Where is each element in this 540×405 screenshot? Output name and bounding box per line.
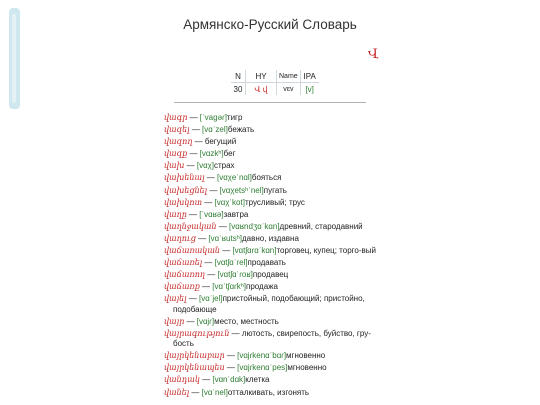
entry-headword[interactable]: վազող (164, 137, 193, 147)
dictionary-entry: վաճառել — [vɑtʃɑˈɾel]продавать (164, 258, 286, 268)
entry-translation: древний, стародавний (279, 221, 363, 231)
dictionary-entry: վախենալ — [vɑχeˈnɑl]бояться (164, 173, 282, 183)
entry-ipa: [vɑtʃɑˈɾoʁ] (217, 270, 253, 280)
dictionary-entry: վազող — бегущий (164, 137, 237, 147)
entry-headword[interactable]: վազք (164, 149, 188, 159)
dictionary-entry: վաճառող — [vɑtʃɑˈɾoʁ]продавец (164, 270, 289, 280)
entry-headword[interactable]: վախեցնել (164, 185, 208, 195)
entry-ipa: [vɑˈjel] (199, 294, 223, 304)
entry-ipa: [vɑˈʁutsʰ] (208, 233, 243, 243)
cell-hy: Վ վ (246, 83, 277, 96)
entry-translation: бояться (251, 173, 282, 183)
entry-ipa: [ˈvɑʁə] (199, 209, 224, 219)
entry-headword[interactable]: վախկոտ (164, 197, 203, 207)
dictionary-entry: վախ — [vɑχ]страх (164, 161, 235, 171)
header-name: Name (277, 70, 301, 83)
entry-headword[interactable]: վաճառել (164, 258, 203, 268)
entry-ipa: [vɑχˈkot] (214, 197, 245, 207)
entry-ipa: [vɑχ] (196, 161, 214, 171)
entry-headword[interactable]: վայրկենապես (164, 363, 225, 373)
entry-translation: давно, издавна (242, 233, 299, 243)
entry-ipa: [vɑʁndʒɑˈkɑn] (229, 221, 280, 231)
entry-translation: бег (223, 149, 236, 159)
page-title: Армянско-Русский Словарь (183, 17, 357, 32)
entry-translation: пугать (263, 185, 287, 195)
entry-translation: продажа (246, 282, 278, 292)
entry-translation: место, местность (214, 316, 279, 326)
entry-ipa: [ˈvagəɾ] (199, 113, 227, 122)
entry-headword[interactable]: վաճառող (164, 270, 205, 280)
entry-ipa: [vɑjɾkenɑˈbɑɾ] (237, 351, 287, 361)
entry-translation: бегущий (204, 137, 237, 147)
dictionary-entry: վաղուց — [vɑˈʁutsʰ]давно, издавна (164, 233, 299, 243)
entry-ipa: [vɑnˈdɑk] (212, 375, 246, 385)
dictionary-entry: վաղը — [ˈvɑʁə]завтра (164, 209, 249, 219)
entry-headword[interactable]: վաճառական (164, 246, 220, 256)
entry-translation: пристойный, подобающий; пристойно, подобающе (173, 294, 365, 314)
entry-headword[interactable]: վախ (164, 161, 185, 171)
entry-translation: продавать (247, 258, 286, 268)
dictionary-entry: վախեցնել — [vɑχetsʰˈnel]пугать (164, 185, 287, 195)
header-ipa: IPA (300, 70, 319, 83)
entry-translation: торговец, купец; торго-вый (276, 246, 376, 256)
header-hy: HY (246, 70, 277, 83)
header-n: N (231, 70, 246, 83)
entry-list (164, 113, 380, 400)
dictionary-entry: վայրագություն — лютость, свирепость, буйство, гру-бость (164, 328, 371, 349)
entry-ipa: [vɑjɾ] (196, 316, 215, 326)
entry-headword[interactable]: վայրկենաբար (164, 351, 225, 361)
entry-ipa: [vɑtʃɑˈɾel] (214, 258, 248, 268)
entry-ipa: [vɑtʃɑɾɑˈkɑn] (232, 246, 277, 256)
entry-ipa: [vɑzkʰ] (199, 149, 224, 159)
entry-headword[interactable]: վաղուց (164, 233, 196, 243)
entry-headword[interactable]: վանել (164, 387, 190, 397)
entry-translation: завтра (223, 209, 249, 219)
dictionary-entry: վանդակ — [vɑnˈdɑk]клетка (164, 375, 270, 385)
dictionary-entry: վաճառք — [vɑˈtʃɑɾkʰ]продажа (164, 282, 278, 292)
entry-headword[interactable]: վայրագություն (164, 328, 230, 338)
entry-headword[interactable]: վախենալ (164, 173, 205, 183)
entry-translation: тигр (226, 113, 243, 122)
dictionary-entry: վայր — [vɑjɾ]место, местность (164, 316, 279, 326)
dictionary-entry: վաղնջական — [vɑʁndʒɑˈkɑn]древний, стародавний (164, 221, 363, 231)
entry-ipa: [vɑˈnel] (201, 387, 228, 397)
cell-n: 30 (231, 83, 246, 96)
dictionary-entry: վայրկենաբար — [vɑjɾkenɑˈbɑɾ]мгновенно (164, 351, 326, 361)
dictionary-entry: վախկոտ — [vɑχˈkot]трусливый; трус (164, 197, 305, 207)
entry-headword[interactable]: վաղնջական (164, 221, 217, 231)
entry-headword[interactable]: վայել (164, 294, 187, 304)
entry-headword[interactable]: վագր (164, 113, 188, 122)
entry-translation: отталкивать, изгонять (227, 387, 310, 397)
dictionary-entry: վայել — [vɑˈjel]пристойный, подобающий; пристойно, подобающе (164, 294, 365, 314)
cell-name: vɛv (277, 83, 301, 96)
dictionary-entry: վայրկենապես — [vɑjɾkenɑˈpes]мгновенно (164, 363, 327, 373)
entry-headword[interactable]: վազել (164, 125, 190, 135)
entry-translation: мгновенно (286, 351, 326, 361)
letter-table-header-row (231, 70, 319, 83)
letter-table (231, 70, 319, 95)
dictionary-entry: վանել — [vɑˈnel]отталкивать, изгонять (164, 387, 310, 397)
dictionary-entry: վազել — [vɑˈzel]бежать (164, 125, 255, 135)
dictionary-entry: վաճառական — [vɑtʃɑɾɑˈkɑn]торговец, купец; торго-вый (164, 246, 376, 256)
entry-translation: продавец (252, 270, 289, 280)
entry-translation: клетка (245, 375, 270, 385)
entry-ipa: [vɑχeˈnɑl] (217, 173, 252, 183)
entry-headword[interactable]: վաճառք (164, 282, 200, 292)
dictionary-entry: վագր — [ˈvagəɾ]тигр (164, 113, 243, 122)
letter-table-row (231, 83, 319, 96)
entry-translation: лютость, свирепость, буйство, гру-бость (173, 328, 371, 349)
entry-translation: страх (213, 161, 235, 171)
entry-ipa: [vɑˈtʃɑɾkʰ] (212, 282, 246, 292)
entry-ipa: [vɑjɾkenɑˈpes] (237, 363, 288, 373)
entry-headword[interactable]: վայր (164, 316, 185, 326)
entry-headword[interactable]: վաղը (164, 209, 187, 219)
entry-ipa: [vɑχetsʰˈnel] (219, 185, 264, 195)
entry-headword[interactable]: վանդակ (164, 375, 200, 385)
entry-translation: мгновенно (287, 363, 327, 373)
divider (174, 102, 366, 103)
entry-translation: бежать (227, 125, 255, 135)
entry-translation: трусливый; трус (244, 197, 305, 207)
letter-heading: Վ (368, 47, 379, 62)
dictionary-entry: վազք — [vɑzkʰ]бег (164, 149, 236, 159)
cell-ipa: [v] (305, 84, 314, 94)
entry-ipa: [vɑˈzel] (202, 125, 228, 135)
